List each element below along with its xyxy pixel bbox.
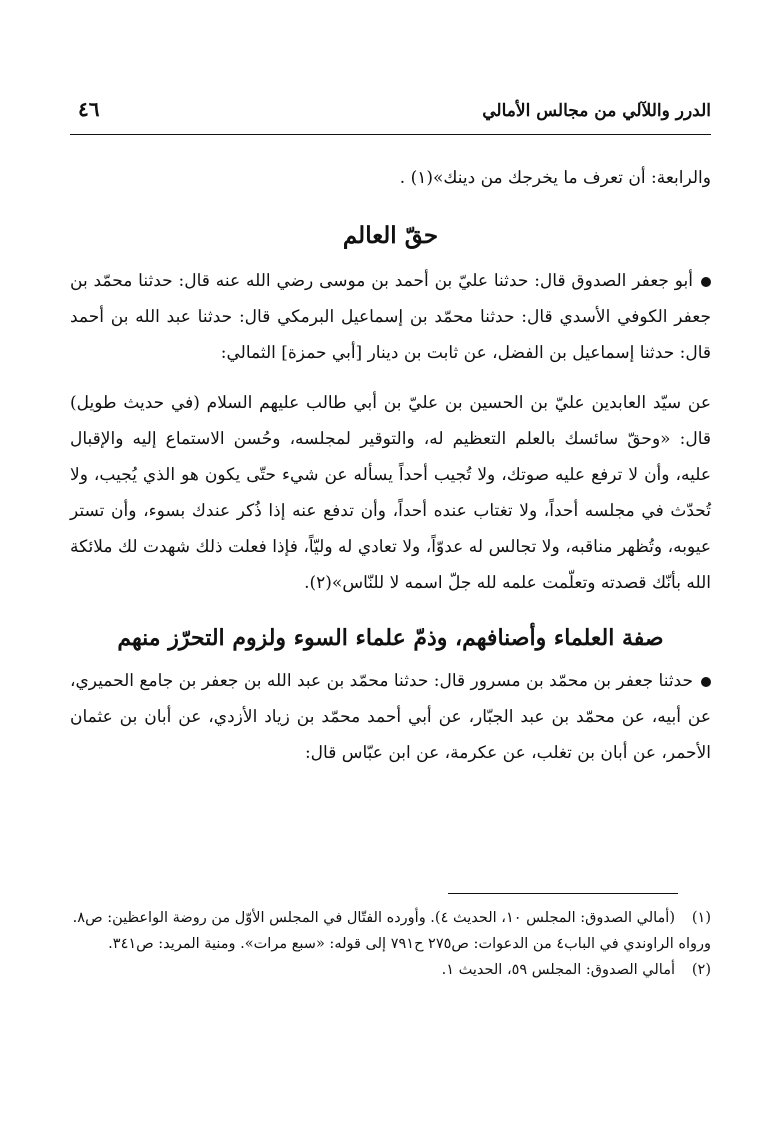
intro-line: والرابعة: أن تعرف ما يخرجك من دينك»(١) . [399, 168, 711, 188]
hadith-paragraph: عن سيّد العابدين عليّ بن الحسين بن عليّ بن أبي طالب عليهم السلام (في حديث طويل) قال: «وحقّ سائسك بالعلم التعظيم له، والتوقير لمجلسه، وحُسن الاستماع إليه والإقبال عليه، وأن لا ترفع عليه صوتك، ولا تُجيب أحداً يسأله عن شيء حتّى يكون هو الذي يُجيب، ولا تُحدّث في مجلسه أحداً، ولا تغتاب عنده أحداً، وأن تدفع عنه إذا ذُكر عندك بسوء، وأن تستر عيوبه، وتُظهر مناقبه، ولا تجالس له عدوّاً، ولا تعادي له وليّاً، فإذا فعلت ذلك شهدت لك ملائكة الله بأنّك قصدته وتعلّمت علمه لله جلّ اسمه لا للنّاس»(٢). [70, 393, 711, 593]
chain-text-2: حدثنا جعفر بن محمّد بن مسرور قال: حدثنا محمّد بن عبد الله بن جعفر بن جامع الحميري، عن أبيه، عن محمّد بن عبد الجبّار، عن أبي أحمد محمّد بن زياد الأزدي، عن أبان بن عثمان الأحمر، عن أبان بن تغلب، عن عكرمة، عن ابن عبّاس قال: [70, 671, 711, 763]
bullet-icon [701, 677, 711, 687]
page-number: ٤٦ [78, 97, 100, 121]
running-title: الدرر واللآلي من مجالس الأمالي [482, 101, 711, 121]
footnotes [70, 905, 711, 983]
chain-paragraph-2 [70, 663, 711, 771]
footnote-text: أمالي الصدوق: المجلس ٥٩، الحديث ١. [441, 962, 675, 978]
main-text [70, 160, 711, 771]
footnote-number: (١) [691, 910, 711, 926]
chain-text-1: أبو جعفر الصدوق قال: حدثنا عليّ بن أحمد بن موسى رضي الله عنه قال: حدثنا محمّد بن جعفر الكوفي الأسدي قال: حدثنا محمّد بن إسماعيل البرمكي قال: حدثنا عبد الله بن أحمد قال: حدثنا إسماعيل بن الفضل، عن ثابت بن دينار [أبي حمزة] الثمالي: [70, 271, 711, 363]
section-heading-scholars-types: صفة العلماء وأصنافهم، وذمّ علماء السوء ولزوم التحرّز منهم [117, 625, 664, 651]
footnote-1-continuation: ورواه الراوندي في الباب٤ من الدعوات: ص٢٧٥ ح٧٩١ إلى قوله: «سبع مرات». ومنية المريد: ص٣٤١. [108, 936, 711, 952]
footnote-1 [70, 905, 711, 931]
chain-paragraph-1 [70, 263, 711, 371]
bullet-icon [701, 277, 711, 287]
header-rule [70, 134, 711, 135]
footnote-number: (٢) [691, 962, 711, 978]
section-heading-scholar-right: حقّ العالم [342, 222, 439, 249]
footnote-rule [448, 893, 678, 894]
footnote-2 [70, 957, 711, 983]
footnote-text: (أمالي الصدوق: المجلس ١٠، الحديث ٤). وأورده الفتّال في المجلس الأوّل من روضة الواعظين: ص٨. [72, 910, 675, 926]
page-header [70, 97, 711, 127]
